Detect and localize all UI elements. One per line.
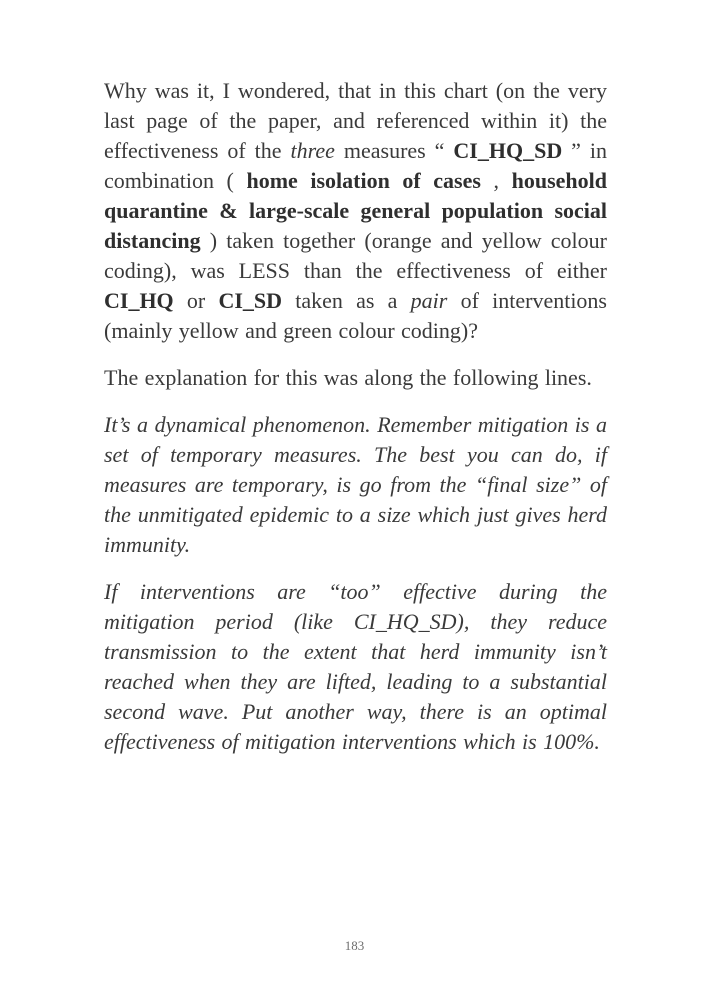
paragraph — [104, 76, 607, 346]
text-run: ) taken together (orange and yellow colour coding), was LESS than the effectiveness of either — [104, 228, 607, 283]
text-run: home isolation of cases — [246, 168, 481, 193]
text-run: If interventions are “too” effective during the mitigation period (like CI_HQ_SD), they reduce transmission to the extent that herd immunity isn’t reached when they are lifted, leading to a substantial second wave. Put another way, there is an optimal effectiveness of mitigation interventions which is 100%. — [104, 579, 607, 754]
page-number: 183 — [344, 938, 365, 953]
text-run: pair — [410, 288, 448, 313]
text-run: three — [290, 138, 335, 163]
text-run: CI_HQ_SD — [453, 138, 563, 163]
text-run: It’s a dynamical phenomenon. Remember mitigation is a set of temporary measures. The best you can do, if measures are temporary, is go from the “final size” of the unmitigated epidemic to a size which just gives herd immunity. — [104, 412, 607, 557]
text-run: The explanation for this was along the following lines. — [104, 365, 592, 390]
paragraph — [104, 577, 607, 757]
text-run: , — [480, 168, 512, 193]
text-run: household quarantine & large-scale general population social distancing — [104, 168, 607, 253]
text-run: CI_SD — [218, 288, 283, 313]
paragraph — [104, 363, 607, 393]
text-run: ” in combination ( — [104, 138, 607, 193]
text-run: of interventions (mainly yellow and green colour coding)? — [104, 288, 607, 343]
text-run: Why was it, I wondered, that in this chart (on the very last page of the paper, and referenced within it) the effectiveness of the — [104, 78, 607, 163]
text-run: measures “ — [334, 138, 454, 163]
text-run: CI_HQ — [104, 288, 174, 313]
paragraph — [104, 410, 607, 560]
text-run: or — [173, 288, 219, 313]
text-block — [104, 76, 607, 774]
text-run: taken as a — [282, 288, 411, 313]
